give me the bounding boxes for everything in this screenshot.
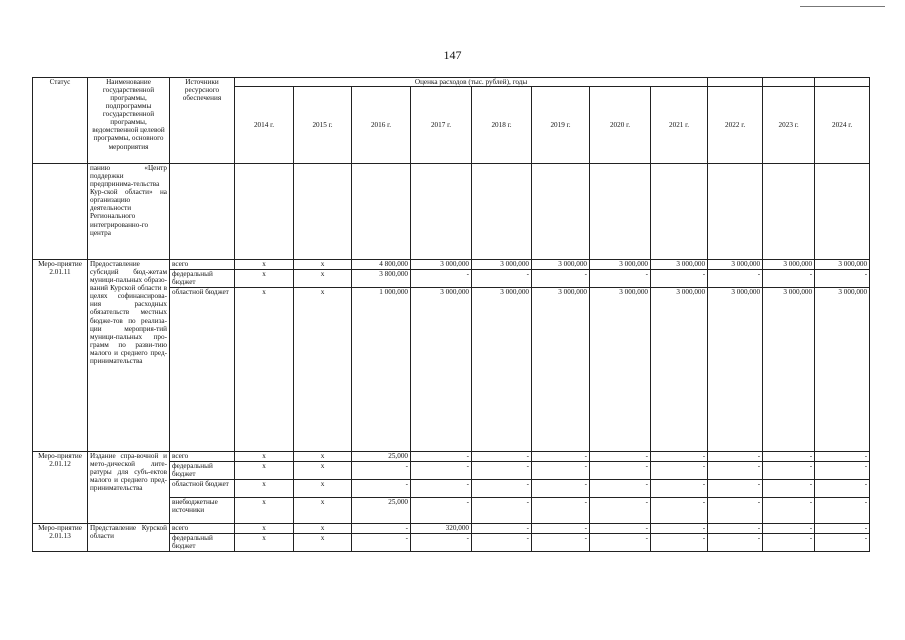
amount-cell: х bbox=[294, 524, 352, 534]
amount-cell: 320,000 bbox=[411, 524, 472, 534]
amount-cell: - bbox=[708, 480, 763, 498]
amount-cell: - bbox=[651, 534, 708, 552]
year-header: 2024 г. bbox=[815, 87, 870, 164]
header-blank-cell bbox=[708, 78, 763, 87]
amount-cell: - bbox=[651, 462, 708, 480]
amount-cell: 3 000,000 bbox=[708, 260, 763, 270]
event-name: Предоставление субсидий бюд-жетам муници-пальных образо-ваний Курской области в целях софинансирова-ния расходных обязательств местных бюдже-тов по реализа-ции мероприя-тий муници-пальных про-грамм по разви-тию малого и среднего пред-принимательства bbox=[88, 260, 170, 452]
amount-cell: - bbox=[590, 480, 651, 498]
amount-cell: - bbox=[651, 524, 708, 534]
amount-cell: 3 000,000 bbox=[763, 260, 815, 270]
amount-cell: 3 000,000 bbox=[411, 260, 472, 270]
amount-cell: 3 000,000 bbox=[411, 288, 472, 452]
amount-cell: - bbox=[411, 534, 472, 552]
amount-cell: - bbox=[708, 270, 763, 288]
event-status: Меро-приятие 2.01.11 bbox=[33, 260, 88, 452]
amount-cell: - bbox=[815, 524, 870, 534]
event-status: Меро-приятие 2.01.12 bbox=[33, 452, 88, 524]
amount-cell: 25,000 bbox=[352, 498, 411, 524]
amount-cell: х bbox=[235, 524, 294, 534]
amount-cell: - bbox=[352, 534, 411, 552]
amount-cell: 3 000,000 bbox=[590, 288, 651, 452]
amount-cell: 3 000,000 bbox=[815, 260, 870, 270]
amount-cell: 3 000,000 bbox=[472, 260, 532, 270]
source-row bbox=[33, 524, 870, 534]
amount-cell: - bbox=[352, 524, 411, 534]
amount-cell: - bbox=[815, 480, 870, 498]
amount-cell: - bbox=[815, 270, 870, 288]
amount-cell: - bbox=[651, 270, 708, 288]
amount-cell: - bbox=[590, 452, 651, 462]
amount-cell: х bbox=[294, 260, 352, 270]
amount-cell: 3 000,000 bbox=[590, 260, 651, 270]
page-number: 147 bbox=[443, 48, 462, 62]
amount-cell: - bbox=[532, 452, 590, 462]
amount-cell: - bbox=[590, 524, 651, 534]
status-cell bbox=[33, 164, 88, 260]
amount-cell: - bbox=[472, 524, 532, 534]
amount-cell: 4 800,000 bbox=[352, 260, 411, 270]
name-header: Наименование государственной программы, подпрограммы государственной программы, ведомственной целевой программы, основного мероприятия bbox=[88, 78, 170, 164]
name-cell: панию «Центр поддержки предпринима-тельства Кур-ской области» на организацию деятельности Регионального интегрированно-го центра bbox=[88, 164, 170, 260]
amount-cell: - bbox=[472, 270, 532, 288]
amount-cell: 3 000,000 bbox=[763, 288, 815, 452]
amount-cell: х bbox=[294, 534, 352, 552]
amount-cell: - bbox=[651, 480, 708, 498]
amount-cell: х bbox=[294, 480, 352, 498]
amount-cell: - bbox=[532, 524, 590, 534]
amount-cell: х bbox=[235, 270, 294, 288]
amount-cell: - bbox=[763, 462, 815, 480]
amount-cell: - bbox=[651, 452, 708, 462]
amount-cell: - bbox=[763, 498, 815, 524]
amount-cell: 3 000,000 bbox=[708, 288, 763, 452]
amount-cell: х bbox=[294, 270, 352, 288]
year-header: 2017 г. bbox=[411, 87, 472, 164]
event-name: Представление Курской области bbox=[88, 524, 170, 552]
sources-header: Источники ресурсного обеспечения bbox=[170, 78, 235, 164]
funding-source: федеральный бюджет bbox=[170, 462, 235, 480]
amount-cell: - bbox=[763, 534, 815, 552]
source-cell bbox=[170, 164, 235, 260]
amount-cell: - bbox=[532, 270, 590, 288]
amount-cell: 3 000,000 bbox=[651, 288, 708, 452]
amount-cell: - bbox=[590, 498, 651, 524]
top-rule bbox=[800, 6, 885, 7]
amount-cell: - bbox=[411, 270, 472, 288]
amount-cell: 3 000,000 bbox=[472, 288, 532, 452]
funding-source: федеральный бюджет bbox=[170, 270, 235, 288]
amount-cell: 3 000,000 bbox=[532, 288, 590, 452]
year-header: 2021 г. bbox=[651, 87, 708, 164]
funding-source: всего bbox=[170, 524, 235, 534]
amount-cell: 3 000,000 bbox=[532, 260, 590, 270]
estimate-header: Оценка расходов (тыс. рублей), годы bbox=[235, 78, 708, 87]
amount-cell: - bbox=[532, 534, 590, 552]
amount-cell: - bbox=[532, 498, 590, 524]
event-status: Меро-приятие 2.01.13 bbox=[33, 524, 88, 552]
amount-cell: х bbox=[235, 462, 294, 480]
status-header: Статус bbox=[33, 78, 88, 164]
amount-cell: - bbox=[472, 498, 532, 524]
year-header: 2022 г. bbox=[708, 87, 763, 164]
amount-cell: - bbox=[411, 480, 472, 498]
amount-cell: - bbox=[708, 524, 763, 534]
amount-cell: - bbox=[590, 270, 651, 288]
amount-cell: - bbox=[763, 524, 815, 534]
amount-cell: - bbox=[708, 452, 763, 462]
amount-cell: х bbox=[235, 498, 294, 524]
year-header: 2020 г. bbox=[590, 87, 651, 164]
amount-cell: х bbox=[294, 462, 352, 480]
year-header: 2019 г. bbox=[532, 87, 590, 164]
amount-cell: - bbox=[411, 462, 472, 480]
amount-cell: х bbox=[235, 534, 294, 552]
amount-cell: х bbox=[235, 480, 294, 498]
amount-cell: 25,000 bbox=[352, 452, 411, 462]
year-header: 2015 г. bbox=[294, 87, 352, 164]
funding-source: всего bbox=[170, 452, 235, 462]
funding-source: областной бюджет bbox=[170, 288, 235, 452]
amount-cell: - bbox=[472, 480, 532, 498]
amount-cell: - bbox=[411, 498, 472, 524]
funding-source: всего bbox=[170, 260, 235, 270]
year-header: 2018 г. bbox=[472, 87, 532, 164]
event-name: Издание спра-вочной и мето-дической лите-ратуры для субъ-ектов малого и среднего пред-принимательства bbox=[88, 452, 170, 524]
amount-cell: - bbox=[590, 462, 651, 480]
amount-cell: 3 000,000 bbox=[651, 260, 708, 270]
funding-source: внебюджетные источники bbox=[170, 498, 235, 524]
amount-cell: - bbox=[472, 452, 532, 462]
amount-cell: 3 000,000 bbox=[815, 288, 870, 452]
amount-cell: 1 000,000 bbox=[352, 288, 411, 452]
amount-cell: - bbox=[815, 498, 870, 524]
amount-cell: х bbox=[294, 288, 352, 452]
amount-cell: 3 800,000 bbox=[352, 270, 411, 288]
amount-cell: х bbox=[294, 452, 352, 462]
amount-cell: - bbox=[763, 270, 815, 288]
amount-cell: - bbox=[708, 462, 763, 480]
amount-cell: - bbox=[708, 534, 763, 552]
funding-source: областной бюджет bbox=[170, 480, 235, 498]
amount-cell: - bbox=[411, 452, 472, 462]
amount-cell: - bbox=[532, 480, 590, 498]
year-header: 2016 г. bbox=[352, 87, 411, 164]
amount-cell: - bbox=[815, 462, 870, 480]
source-row bbox=[33, 260, 870, 270]
amount-cell: - bbox=[708, 498, 763, 524]
amount-cell: - bbox=[472, 462, 532, 480]
year-header: 2023 г. bbox=[763, 87, 815, 164]
budget-table bbox=[32, 77, 870, 552]
amount-cell: х bbox=[294, 498, 352, 524]
amount-cell: - bbox=[352, 462, 411, 480]
continuation-row bbox=[33, 164, 870, 260]
header-blank-cell bbox=[763, 78, 815, 87]
amount-cell: х bbox=[235, 288, 294, 452]
amount-cell: - bbox=[763, 480, 815, 498]
funding-source: федеральный бюджет bbox=[170, 534, 235, 552]
amount-cell: - bbox=[815, 452, 870, 462]
header-blank-cell bbox=[815, 78, 870, 87]
year-header: 2014 г. bbox=[235, 87, 294, 164]
amount-cell: - bbox=[763, 452, 815, 462]
amount-cell: - bbox=[352, 480, 411, 498]
amount-cell: - bbox=[590, 534, 651, 552]
amount-cell: - bbox=[472, 534, 532, 552]
amount-cell: х bbox=[235, 452, 294, 462]
amount-cell: - bbox=[815, 534, 870, 552]
source-row bbox=[33, 452, 870, 462]
amount-cell: - bbox=[651, 498, 708, 524]
amount-cell: - bbox=[532, 462, 590, 480]
amount-cell: х bbox=[235, 260, 294, 270]
header-row bbox=[33, 78, 870, 87]
